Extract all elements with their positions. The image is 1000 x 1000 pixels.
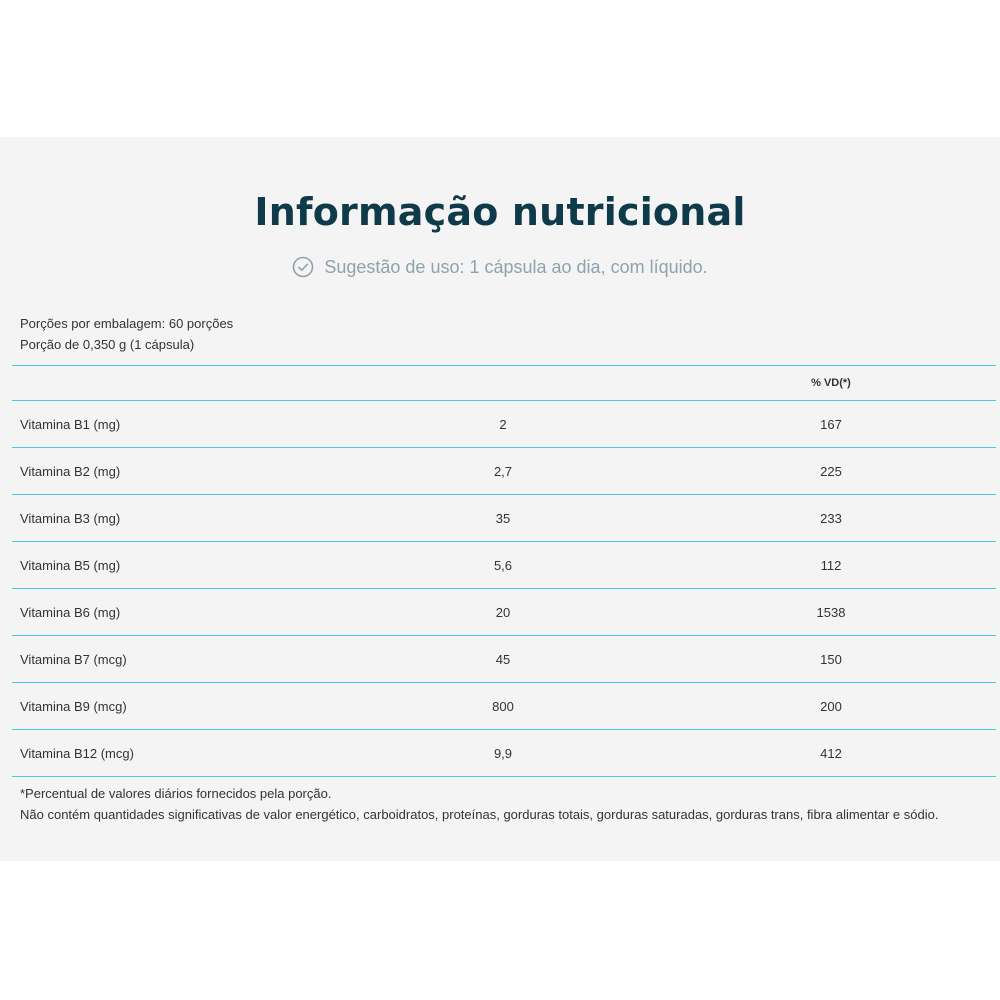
table-row xyxy=(12,635,996,682)
nutrient-amount: 5,6 xyxy=(493,557,513,573)
nutrient-vd: 150 xyxy=(820,651,842,667)
servings-per-package: Porções por embalagem: 60 porções xyxy=(20,316,234,331)
nutrition-table xyxy=(12,365,996,777)
nutrient-name: Vitamina B5 (mg) xyxy=(20,557,121,573)
header-vd: % VD(*) xyxy=(811,377,851,389)
nutrient-name: Vitamina B6 (mg) xyxy=(20,604,121,620)
page-title: Informação nutricional xyxy=(254,190,746,234)
portion-size: Porção de 0,350 g (1 cápsula) xyxy=(20,337,195,352)
nutrient-amount: 9,9 xyxy=(493,745,513,761)
nutrient-name: Vitamina B3 (mg) xyxy=(20,510,121,526)
table-row xyxy=(12,400,996,447)
table-row xyxy=(12,588,996,635)
vd-footnote: *Percentual de valores diários fornecidos pela porção. xyxy=(20,786,332,801)
not-significant-footnote: Não contém quantidades significativas de valor energético, carboidratos, proteínas, gorduras totais, gorduras saturadas, gorduras trans, fibra alimentar e sódio. xyxy=(20,807,939,822)
usage-text: Sugestão de uso: 1 cápsula ao dia, com líquido. xyxy=(324,256,708,277)
nutrient-vd: 233 xyxy=(820,510,842,526)
table-row xyxy=(12,447,996,494)
nutrient-vd: 200 xyxy=(820,698,842,714)
portion-info xyxy=(20,313,233,355)
nutrient-amount: 2 xyxy=(499,416,507,432)
check-circle-icon xyxy=(292,256,314,278)
table-row xyxy=(12,682,996,729)
nutrient-amount: 800 xyxy=(492,698,514,714)
table-header xyxy=(12,365,996,400)
nutrient-amount: 35 xyxy=(495,510,511,526)
table-row xyxy=(12,729,996,777)
nutrient-amount: 20 xyxy=(495,604,511,620)
table-row xyxy=(12,494,996,541)
nutrient-vd: 225 xyxy=(820,463,842,479)
table-row xyxy=(12,541,996,588)
nutrient-name: Vitamina B7 (mcg) xyxy=(20,651,127,667)
nutrient-name: Vitamina B1 (mg) xyxy=(20,416,121,432)
nutrient-vd: 112 xyxy=(820,557,842,573)
nutrient-name: Vitamina B9 (mcg) xyxy=(20,698,127,714)
nutrient-vd: 412 xyxy=(820,745,842,761)
footnotes xyxy=(20,783,985,825)
nutrient-amount: 45 xyxy=(495,651,511,667)
nutrient-vd: 1538 xyxy=(816,604,846,620)
nutrient-name: Vitamina B2 (mg) xyxy=(20,463,121,479)
nutrient-name: Vitamina B12 (mcg) xyxy=(20,745,134,761)
nutrient-vd: 167 xyxy=(820,416,842,432)
usage-suggestion xyxy=(0,256,1000,278)
nutrient-amount: 2,7 xyxy=(493,463,513,479)
